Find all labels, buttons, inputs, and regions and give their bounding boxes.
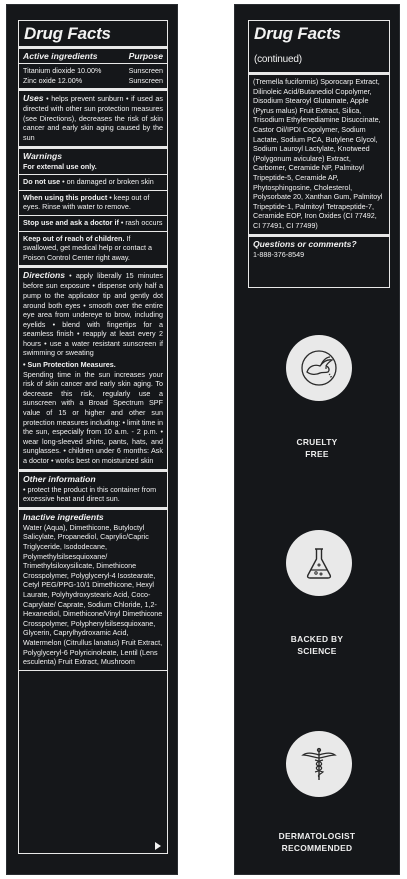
dermatologist-recommended-label: DERMATOLOGIST RECOMMENDED [278, 831, 356, 853]
cruelty-free-badge [286, 335, 352, 401]
questions-section: Questions or comments? 1-888-376-8549 [249, 237, 389, 263]
continue-arrow-icon [155, 842, 161, 850]
sun-protection-measures-label: • Sun Protection Measures. [23, 360, 116, 370]
drug-facts-continued-title: Drug Facts (continued) [249, 21, 389, 75]
do-not-use-section: Do not use • on damaged or broken skin [19, 175, 167, 191]
backed-by-science-badge [286, 530, 352, 596]
purpose-header: Purpose [128, 51, 163, 61]
backed-by-science-label: BACKED BY SCIENCE [290, 634, 344, 656]
drug-facts-continued-panel [234, 4, 400, 875]
sun-protection-measures-text: Spending time in the sun increases your risk of skin cancer and early skin aging. To decrease this risk, regularly use a sunscreen with a Broad Spectrum SPF value of 15 or higher and other sun protection measures including: • limit time in the sun, especially from 10 a.m. - 2 p.m. • wear long-sleeved shirts, pants, hats, and sunglasses. • children under 6 months: Ask a doctor • works best on moisturized skin [23, 369, 163, 465]
drug-facts-panel [6, 4, 178, 875]
uses-section: Uses • helps prevent sunburn • if used as directed with other sun protection measures (see Directions), decreases the risk of skin cancer and early skin aging caused by the sun [19, 91, 167, 148]
phone-number: 1-888-376-8549 [253, 249, 305, 259]
active-ingredients-section [19, 49, 167, 91]
flask-icon [299, 543, 339, 583]
inactive-ingredients-continued: (Tremella fuciformis) Sporocarp Extract, Dilinoleic Acid/Butanediol Copolymer, Disodium Stearoyl Glutamate, Apple (Pyrus malus) Fruit Extract, Silica, Trisodium Ethylenediamine Disuccinate, Castor Oil/IPDI Copolymer, Sodium Lactate, Sodium PCA, Butylene Glycol, Sodium Lauroyl Lactylate, Knotweed (Polygonum aviculare) Extract, Carbomer, Ceramide NP, Palmitoyl Tripeptide-5, Ceramide AP, Phytosphingosine, Cholesterol, Polysorbate 20, Xanthan Gum, Palmitoyl Tripeptide-1, Palmitoyl Tetrapeptide-7, Ceramide EOP, Iron Oxides (CI 77492, CI 77491, CI 77499) [249, 75, 389, 237]
caduceus-icon [299, 744, 339, 784]
cruelty-free-label: CRUELTY FREE [296, 437, 338, 459]
warnings-section: Warnings For external use only. [19, 149, 167, 176]
inactive-ingredients-section: Inactive ingredients Water (Aqua), Dimethicone, Butyloctyl Salicylate, Propanediol, Caprylic/Capric Triglyceride, Isododecane, Polymethylsilsesquioxane/ Trimethylsiloxysilicate, Dimethicone Crosspolymer, Polyglyceryl-4 Isostearate, Cetyl PEG/PPG-10/1 Dimethicone, Hexyl Laurate, Polyhydroxystearic Acid, Coco-Caprylate/ Caprate, Sodium Chloride, 1,2-Hexanediol, Dimethicone/Vinyl Dimethicone Crosspolymer, Polyphenylsilsesquioxane, Glycerin, Caprylhydroxamic Acid, Watermelon (Citrullus lanatus) Fruit Extract, Polyglyceryl-6 Polyricinoleate, Lentil (Lens esculenta) Fruit Extract, Mushroom [19, 510, 167, 671]
other-information-section: Other information • protect the product in this container from excessive heat and direct sun. [19, 472, 167, 510]
stop-use-section: Stop use and ask a doctor if • rash occurs [19, 216, 167, 232]
drug-facts-title: Drug Facts [19, 21, 167, 49]
when-using-section: When using this product • keep out of eyes. Rinse with water to remove. [19, 191, 167, 216]
active-ingredient-row: Zinc oxide 12.00% Sunscreen [23, 75, 163, 85]
active-ingredients-header: Active ingredients [23, 51, 98, 61]
dermatologist-recommended-badge [286, 731, 352, 797]
active-ingredient-row: Titanium dioxide 10.00% Sunscreen [23, 66, 163, 75]
drug-facts-continued-box [248, 20, 390, 288]
keep-out-of-reach-section: Keep out of reach of children. If swallowed, get medical help or contact a Poison Control Center right away. [19, 232, 167, 269]
rabbit-icon [299, 348, 339, 388]
drug-facts-box [18, 20, 168, 854]
directions-section: Directions • apply liberally 15 minutes before sun exposure • dispense only half a pump to the applicator tip and gently dot around both eyes • smooth over the entire eye area from undereye to brow, including eyelids • blend with fingertips for a seamless finish • reapply at least every 2 hours • use a water resistant sunscreen if swimming or sweating • Sun Protection Measures. Spending time in the sun increases your risk of skin cancer and early skin aging. To decrease this risk, regularly use a sunscreen with a Broad Spectrum SPF value of 15 or higher and other sun protection measures including: • limit time in the sun, especially from 10 a.m. - 2 p.m. • wear long-sleeved shirts, pants, hats, and sunglasses. • children under 6 months: Ask a doctor • works best on moisturized skin [19, 268, 167, 471]
